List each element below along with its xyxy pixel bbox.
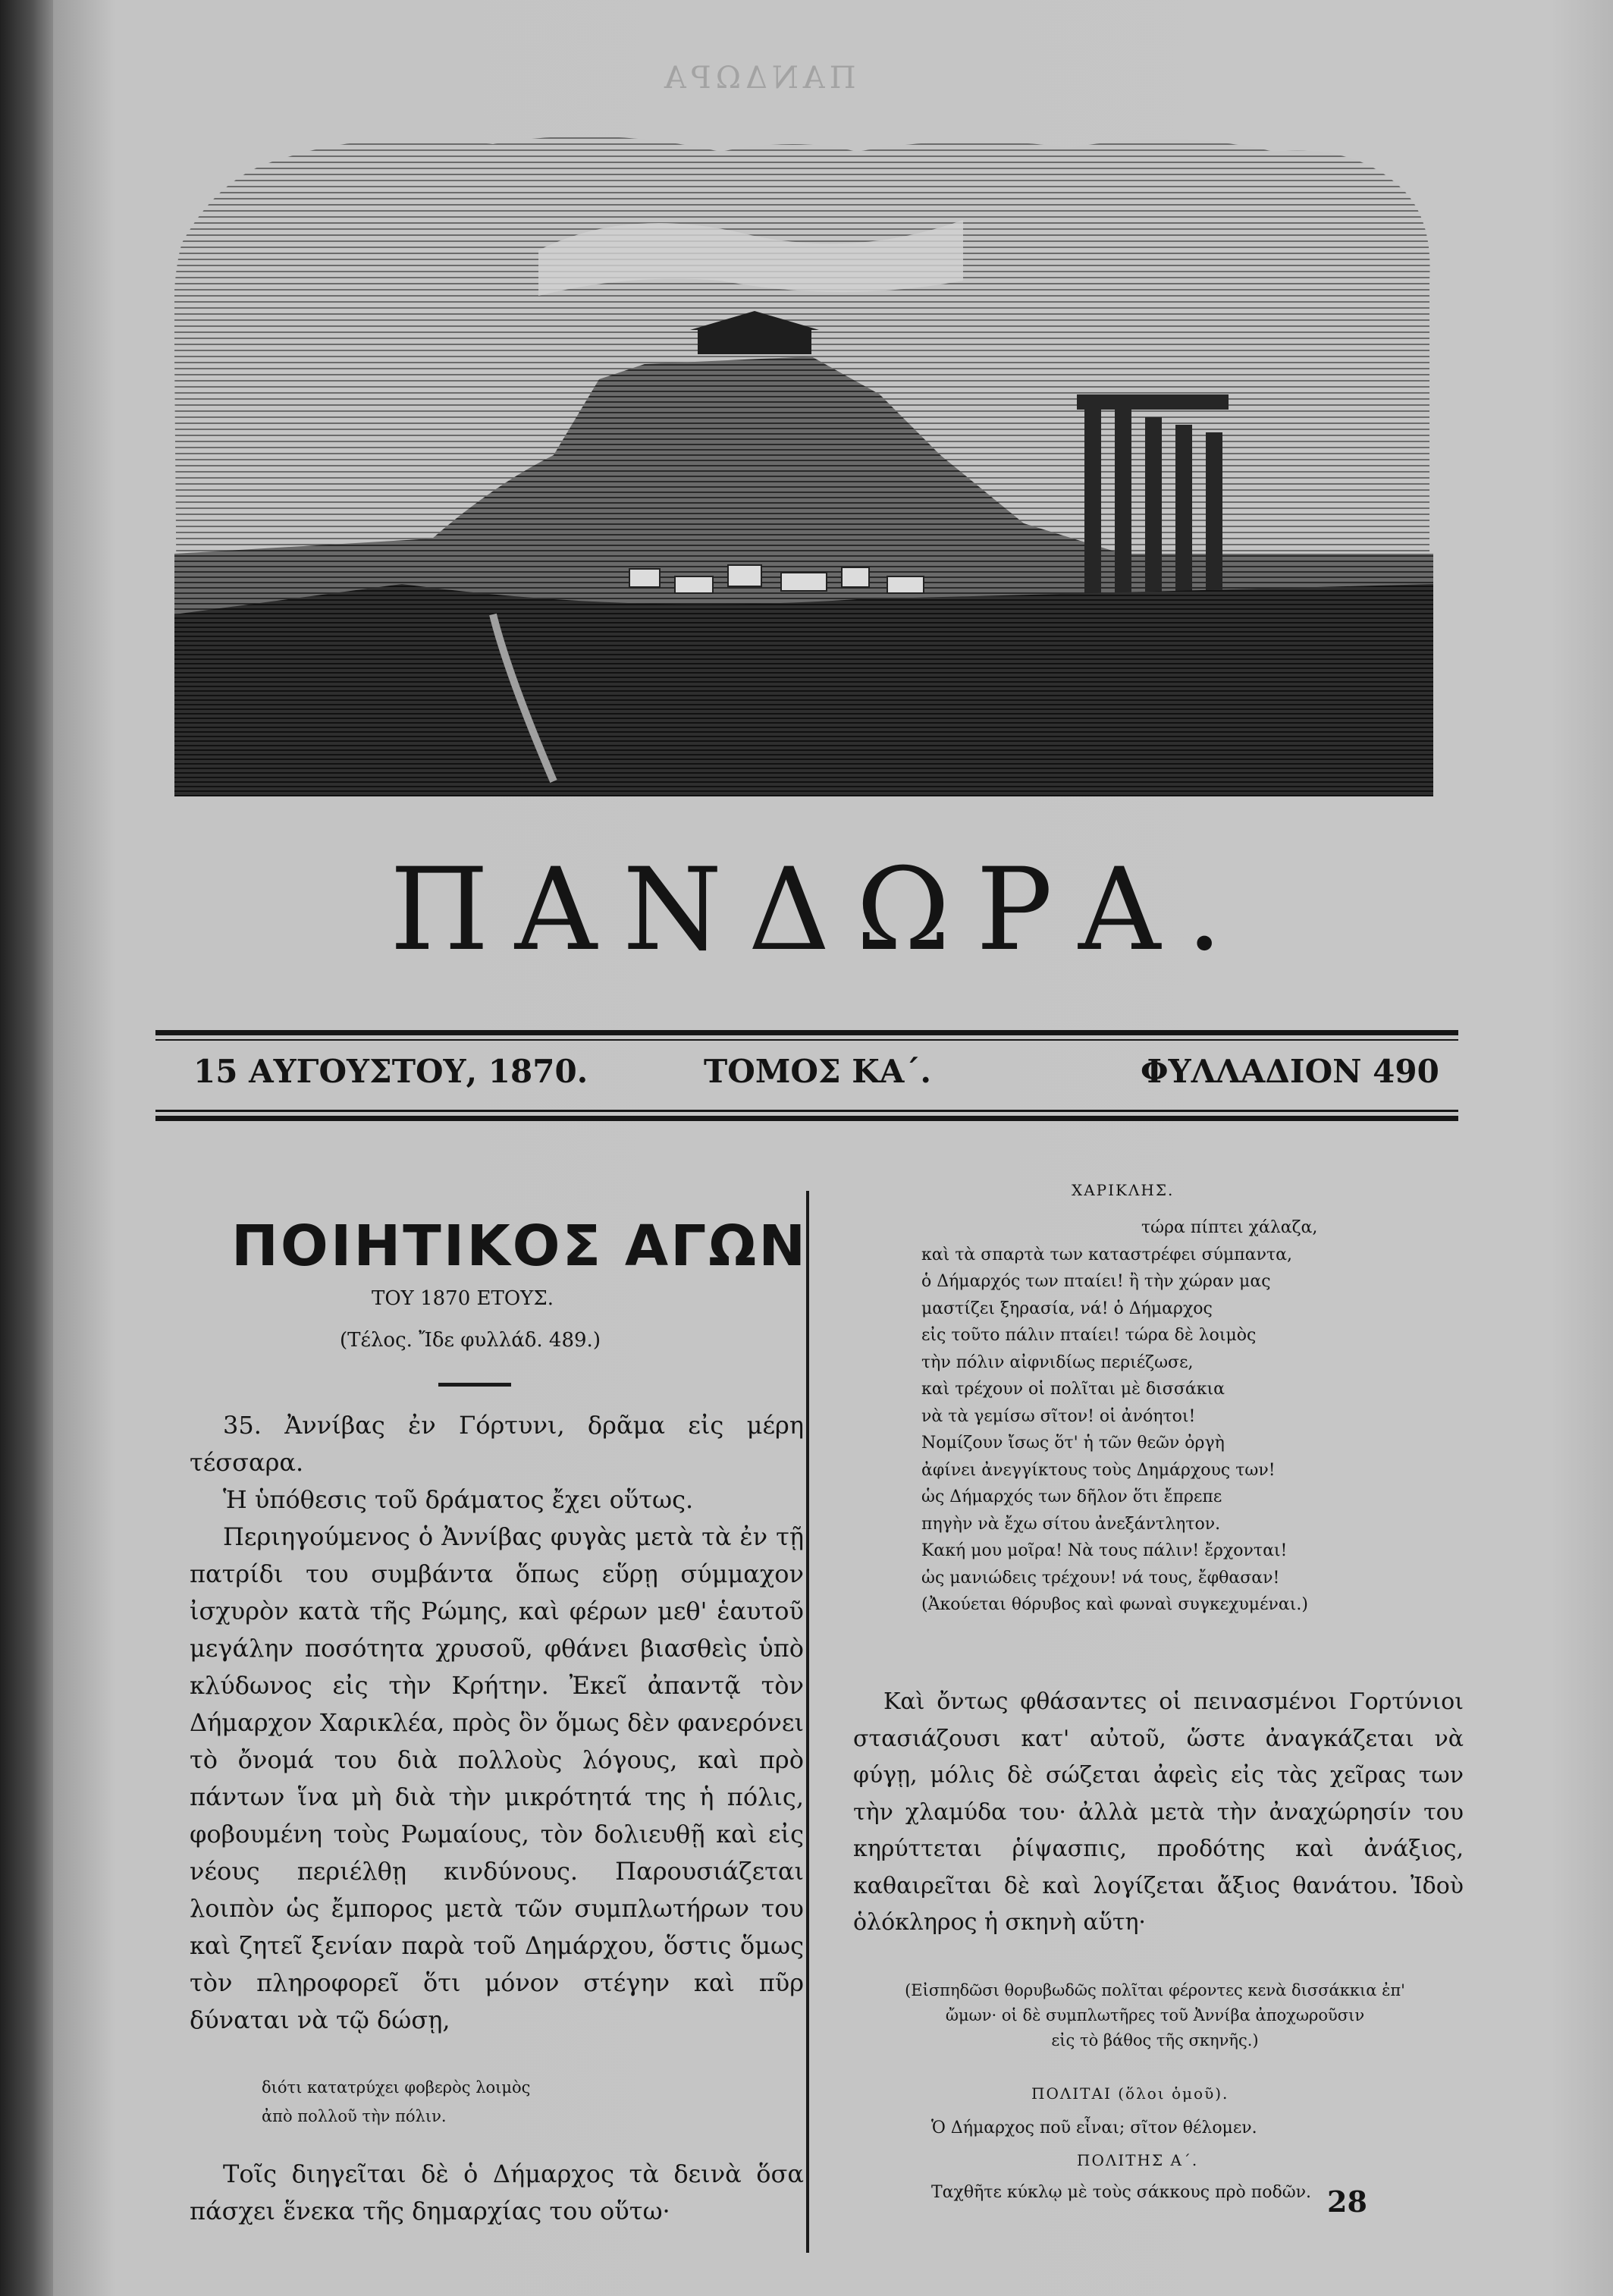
section-dash (438, 1383, 511, 1387)
verse-line: ἀπὸ πολλοῦ τὴν πόλιν. (262, 2107, 447, 2125)
verse-line: ὁ Δήμαρχός των πταίει! ἢ τὴν χώραν μας (921, 1272, 1271, 1291)
stage-direction-entry (840, 1978, 1470, 2053)
paragraph-plot: Περιηγούμενος ὁ Ἀννίβας φυγὰς μετὰ τὰ ἐν τῇ πατρίδι του συμβάντα ὅπως εὕρῃ σύμμαχον ἰσχυρὸν κατὰ τῆς Ρώμης, καὶ φέρων μεθ' ἑαυτοῦ μεγάλην ποσότητα χρυσοῦ, φθάνει βιασθεὶς ὑπὸ κλύδωνος εἰς τὴν Κρήτην. Ἐκεῖ ἀπαντᾷ τὸν Δήμαρχον Χαρικλέα, πρὸς ὃν ὅμως δὲν φανερόνει τὸ ὄνομά του διὰ πολλοὺς λόγους, καὶ πρὸ πάντων ἵνα μὴ διὰ τὴν μικρότητά της ἡ πόλις, φοβουμένη τοὺς Ρωμαίους, τὸν δολιευθῇ καὶ εἰς νέους περιέλθῃ κινδύνους. Παρουσιάζεται λοιπὸν ὡς ἔμπορος μετὰ τῶν συμπλωτήρων του καὶ ζητεῖ ξενίαν παρὰ τοῦ Δημάρχου, ὅστις ὅμως τὸν πληροφορεῖ ὅτι μόνον στέγην καὶ πῦρ δύναται νὰ τῷ δώσῃ, (190, 1522, 804, 2034)
article-body (190, 1407, 804, 2039)
issue-date: 15 ΑΥΓΟΥΣΤΟΥ, 1870. (193, 1053, 588, 1090)
stage-line: εἰς τὸ βάθος τῆς σκηνῆς.) (1051, 2031, 1259, 2049)
speaker-citizen-a: ΠΟΛΙΤΗΣ Α΄. (1077, 2151, 1199, 2169)
verse-line: πηγὴν νὰ ἔχω σίτου ἀνεξάντλητον. (921, 1514, 1221, 1534)
column-divider (806, 1191, 809, 2253)
bleed-through-title: ΠΑΝΔΩΡΑ (660, 61, 856, 96)
masthead-title: ΠΑΝΔΩΡΑ. (389, 844, 1248, 976)
paragraph-title: 35. Ἀννίβας ἐν Γόρτυνι, δρᾶμα εἰς μέρη τέσσαρα. (190, 1411, 804, 1477)
verse-line: μαστίζει ξηρασία, νά! ὁ Δήμαρχος (921, 1299, 1213, 1318)
page-number: 28 (1327, 2184, 1367, 2219)
stage-line: (Εἰσπηδῶσι θορυβωδῶς πολῖται φέροντες κενὰ δισσάκκια ἐπ' (905, 1981, 1405, 1999)
verse-line: τώρα πίπτει χάλαζα, (1141, 1218, 1318, 1237)
citizens-line: Ὁ Δήμαρχος ποῦ εἶναι; σῖτον θέλομεν. (931, 2119, 1257, 2137)
masthead-rule-top-thin (155, 1039, 1458, 1041)
citizen-a-line: Ταχθῆτε κύκλῳ μὲ τοὺς σάκκους πρὸ ποδῶν. (931, 2183, 1311, 2202)
issue-number: ΦΥΛΛΑΔΙΟΝ 490 (1141, 1053, 1439, 1090)
article-subtitle: ΤΟΥ 1870 ΕΤΟΥΣ. (372, 1287, 554, 1310)
verse-line: ὡς μανιώδεις τρέχουν! νά τους, ἔφθασαν! (921, 1568, 1280, 1588)
quoted-verse (262, 2073, 530, 2131)
verse-line: Νομίζουν ἴσως ὅτ' ἡ τῶν θεῶν ὀργὴ (921, 1434, 1225, 1453)
speaker-charikles: ΧΑΡΙΚΛΗΣ. (1072, 1181, 1175, 1199)
paragraph-uprising: Καὶ ὄντως φθάσαντες οἱ πεινασμένοι Γορτύνιοι στασιάζουσι κατ' αὐτοῦ, ὥστε ἀναγκάζεται νὰ φύγῃ, μόλις δὲ σώζεται ἀφεὶς εἰς τὰς χεῖρας των τὴν χλαμύδα του· ἀλλὰ μετὰ τὴν ἀναχώρησίν του κηρύττεται ῥίψασπις, προδότης καὶ ἀνάξιος, καθαιρεῖται δὲ καὶ λογίζεται ἄξιος θανάτου. Ἰδοὺ ὁλόκληρος ἡ σκηνὴ αὕτη· (853, 1688, 1464, 1936)
dateline-rule-thin (155, 1110, 1458, 1112)
verse-line: εἰς τοῦτο πάλιν πταίει! τώρα δὲ λοιμὸς (921, 1326, 1257, 1345)
article-note: (Τέλος. Ἴδε φυλλάδ. 489.) (340, 1329, 601, 1352)
engraving-foreground (174, 584, 1433, 796)
masthead-rule-top (155, 1030, 1458, 1035)
book-spine (0, 0, 53, 2296)
paragraph-intro: Ἡ ὑπόθεσις τοῦ δράματος ἔχει οὕτως. (223, 1485, 694, 1514)
closing-block (190, 2156, 804, 2230)
verse-line: τὴν πόλιν αἰφνιδίως περιέζωσε, (921, 1352, 1194, 1372)
stage-direction: (Ἀκούεται θόρυβος καὶ φωναὶ συγκεχυμέναι.) (921, 1595, 1308, 1614)
dateline-rule-bottom (155, 1116, 1458, 1121)
stage-line: ὤμων· οἱ δὲ συμπλωτῆρες τοῦ Ἀννίβα ἀποχωροῦσιν (945, 2006, 1365, 2024)
verse-line: νὰ τὰ γεμίσω σῖτον! οἱ ἀνόητοι! (921, 1406, 1196, 1426)
narrative-paragraph (853, 1684, 1464, 1942)
verse-line: ὡς Δήμαρχός των δῆλον ὅτι ἔπρεπε (921, 1487, 1222, 1506)
paragraph-closing: Τοῖς διηγεῖται δὲ ὁ Δήμαρχος τὰ δεινὰ ὅσα πάσχει ἕνεκα τῆς δημαρχίας του οὕτω· (190, 2159, 804, 2225)
verse-line: ἀφίνει ἀνεγγίκτους τοὺς Δημάρχους των! (921, 1460, 1276, 1480)
acropolis-engraving (174, 129, 1435, 796)
verse-line: Κακή μου μοῖρα! Νὰ τους πάλιν! ἔρχονται! (921, 1541, 1288, 1560)
speaker-citizens: ΠΟΛΙΤΑΙ (ὅλοι ὁμοῦ). (1031, 2084, 1229, 2103)
charikles-monologue (921, 1214, 1317, 1619)
article-title: ΠΟΙΗΤΙΚΟΣ ΑΓΩΝ (231, 1214, 808, 1279)
volume-number: ΤΟΜΟΣ ΚΑ΄. (704, 1053, 931, 1090)
verse-line: καὶ τὰ σπαρτὰ των καταστρέφει σύμπαντα, (921, 1245, 1292, 1264)
verse-line: διότι κατατρύχει φοβερὸς λοιμὸς (262, 2078, 531, 2097)
verse-line: καὶ τρέχουν οἱ πολῖται μὲ δισσάκια (921, 1380, 1225, 1399)
